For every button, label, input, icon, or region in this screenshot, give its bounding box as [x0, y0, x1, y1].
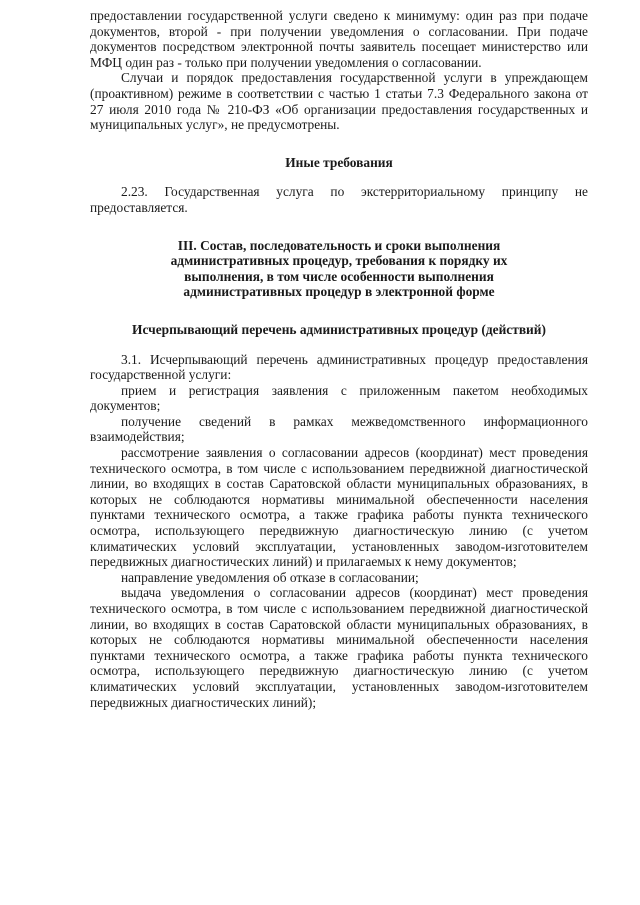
- section-title: [90, 238, 588, 300]
- section-title-line: выполнения, в том числе особенности выполнения: [184, 268, 494, 284]
- spacer: [90, 338, 588, 352]
- heading-procedure-list: Исчерпывающий перечень административных процедур (действий): [132, 321, 546, 337]
- list-item: рассмотрение заявления о согласовании адресов (координат) мест проведения технического осмотра, в том числе с использованием передвижной диагностической линии, во входящих в состав Саратовской области муниципальных образованиях, в которых не соблюдаются нормативы минимальной обеспеченности населения пунктами технического осмотра, а также графика работы пункта технического осмотра, использующего передвижную диагностическую линию (с учетом климатических условий эксплуатации, установленных заводом-изготовителем передвижных диагностических линий) и прилагаемых к нему документов;: [90, 445, 588, 570]
- section-title-line: административных процедур в электронной форме: [183, 284, 495, 300]
- heading-other-requirements: Иные требования: [285, 154, 393, 170]
- spacer: [90, 216, 588, 238]
- paragraph-2-23: 2.23. Государственная услуга по экстерриториальному принципу не предоставляется.: [90, 184, 588, 215]
- paragraph-proactive: Случаи и порядок предоставления государственной услуги в упреждающем (проактивном) режиме в соответствии с частью 1 статьи 7.3 Федерального закона от 27 июля 2010 года № 210-ФЗ «Об организации предоставления государственных и муниципальных услуг», не предусмотрены.: [90, 70, 588, 133]
- section-title-line: III. Состав, последовательность и сроки выполнения: [177, 237, 501, 253]
- list-item: направление уведомления об отказе в согласовании;: [121, 569, 419, 585]
- document-page: [90, 8, 588, 710]
- spacer: [90, 300, 588, 322]
- paragraph-intro: предоставлении государственной услуги сведено к минимуму: один раз при подаче документов, второй - при получении уведомления о согласовании. При подаче документов посредством электронной почты заявитель посещает министерство или МФЦ один раз - только при получении уведомления о согласовании.: [90, 8, 588, 70]
- spacer: [90, 170, 588, 184]
- section-title-line: административных процедур, требования к порядку их: [170, 253, 508, 269]
- list-item: прием и регистрация заявления с приложенным пакетом необходимых документов;: [90, 382, 588, 414]
- spacer: [90, 133, 588, 155]
- paragraph-3-1: 3.1. Исчерпывающий перечень административных процедур предоставления государственной услуги:: [90, 351, 588, 383]
- list-item: выдача уведомления о согласовании адресов (координат) мест проведения технического осмотра, в том числе с использованием передвижной диагностической линии, во входящих в состав Саратовской области муниципальных образованиях, в которых не соблюдаются нормативы минимальной обеспеченности населения пунктами технического осмотра, а также графика работы пункта технического осмотра, использующего передвижную диагностическую линию (с учетом климатических условий эксплуатации, установленных заводом-изготовителем передвижных диагностических линий);: [90, 585, 588, 710]
- list-item: получение сведений в рамках межведомственного информационного взаимодействия;: [90, 413, 588, 445]
